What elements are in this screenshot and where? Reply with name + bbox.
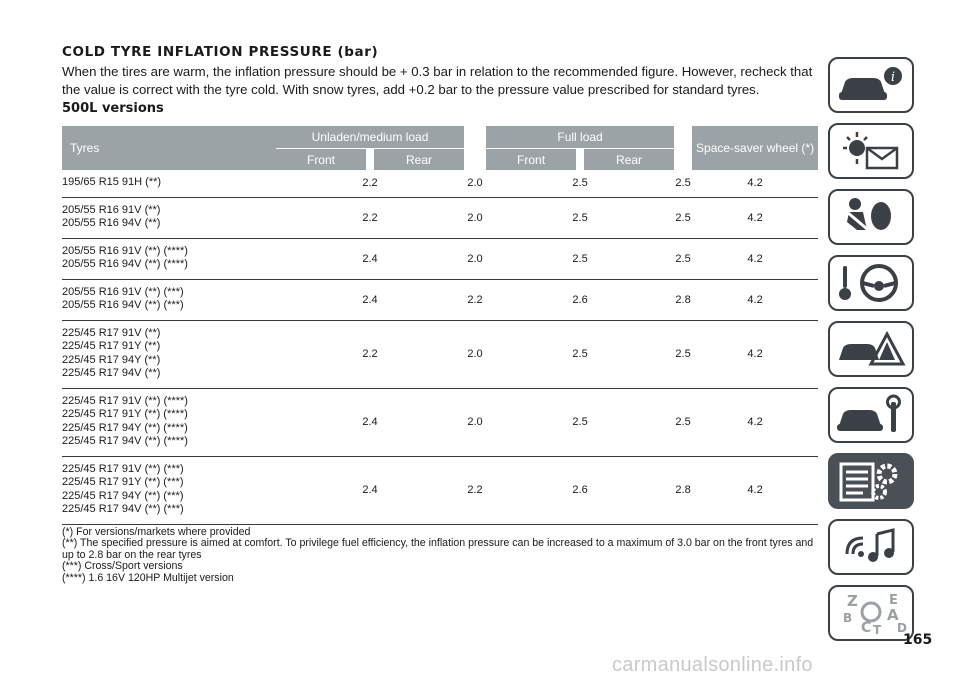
pressure-full-front: 2.6 bbox=[486, 279, 674, 320]
tab-safety[interactable] bbox=[828, 189, 914, 245]
tyre-size-cell bbox=[62, 170, 276, 197]
tyre-size: 225/45 R17 91Y (**) bbox=[62, 340, 161, 352]
pressure-spare: 4.2 bbox=[692, 170, 818, 197]
page-number: 165 bbox=[903, 632, 933, 648]
index-letter: B bbox=[843, 611, 853, 625]
header-tyres: Tyres bbox=[62, 126, 276, 170]
tab-technical-data[interactable] bbox=[828, 453, 914, 509]
header-unladen-rear: Rear bbox=[374, 149, 464, 171]
pressure-full-rear: 2.5 bbox=[674, 170, 692, 197]
header-unladen-front: Front bbox=[276, 149, 366, 171]
pressure-table-body bbox=[62, 170, 818, 524]
safety-airbag-icon bbox=[833, 194, 909, 240]
pressure-spare: 4.2 bbox=[692, 388, 818, 456]
pressure-full-rear: 2.8 bbox=[674, 279, 692, 320]
car-info-icon bbox=[833, 62, 909, 108]
pressure-unladen-front: 2.2 bbox=[276, 170, 464, 197]
tab-multimedia[interactable] bbox=[828, 519, 914, 575]
pressure-full-rear: 2.8 bbox=[674, 456, 692, 524]
tyre-size: 225/45 R17 91Y (**) (***) bbox=[62, 476, 184, 488]
tyre-size: 195/65 R15 91H (**) bbox=[62, 176, 162, 188]
page-content bbox=[62, 44, 818, 584]
intro-paragraph: When the tires are warm, the inflation pressure should be + 0.3 bar in relation to the recommended figure. However, recheck that the value is correct with the tyre cold. With snow tyres, add +0.2 bar to the pressure value prescribed for standard tyres. bbox=[62, 64, 813, 97]
pressure-unladen-front: 2.4 bbox=[276, 456, 464, 524]
tyre-size-cell bbox=[62, 279, 276, 320]
index-letter: A bbox=[887, 606, 899, 624]
footnotes bbox=[62, 527, 818, 585]
technical-data-icon bbox=[833, 458, 909, 504]
pressure-unladen-rear: 2.0 bbox=[464, 388, 486, 456]
footnote: (***) Cross/Sport versions bbox=[62, 560, 183, 573]
section-subheading: 500L versions bbox=[62, 101, 164, 116]
pressure-full-front: 2.5 bbox=[486, 388, 674, 456]
header-unladen-load: Unladen/medium load bbox=[276, 126, 464, 149]
index-letter: Z bbox=[847, 592, 858, 610]
index-letter: C bbox=[861, 620, 872, 636]
tyre-size: 225/45 R17 91Y (**) (****) bbox=[62, 408, 188, 420]
footnote: (**) The specified pressure is aimed at comfort. To privilege fuel efficiency, the inflation pressure can be increased to a maximum of 3.0 bar on the front tyres and up to 2.8 bar on the rear tyres bbox=[62, 537, 814, 561]
tyre-size: 225/45 R17 94V (**) bbox=[62, 367, 161, 379]
magnifier-icon bbox=[862, 603, 880, 621]
table-row bbox=[62, 320, 818, 388]
table-row bbox=[62, 456, 818, 524]
tab-maintenance[interactable] bbox=[828, 387, 914, 443]
pressure-unladen-rear: 2.0 bbox=[464, 238, 486, 279]
index-letter: E bbox=[889, 593, 898, 608]
pressure-unladen-rear: 2.0 bbox=[464, 320, 486, 388]
pressure-spare: 4.2 bbox=[692, 279, 818, 320]
pressure-table bbox=[62, 126, 818, 525]
table-row bbox=[62, 197, 818, 238]
table-row bbox=[62, 170, 818, 197]
chapter-sidebar bbox=[828, 57, 928, 651]
pressure-full-front: 2.5 bbox=[486, 197, 674, 238]
steering-wheel-icon bbox=[833, 260, 909, 306]
pressure-spare: 4.2 bbox=[692, 456, 818, 524]
footnote: (*) For versions/markets where provided bbox=[62, 525, 251, 538]
pressure-full-front: 2.5 bbox=[486, 238, 674, 279]
svg-text:i: i bbox=[890, 70, 896, 85]
pressure-unladen-rear: 2.0 bbox=[464, 197, 486, 238]
pressure-unladen-front: 2.4 bbox=[276, 238, 464, 279]
header-space-saver: Space-saver wheel (*) bbox=[692, 126, 818, 170]
tyre-size-cell bbox=[62, 197, 276, 238]
pressure-spare: 4.2 bbox=[692, 238, 818, 279]
tab-car-info[interactable] bbox=[828, 57, 914, 113]
pressure-spare: 4.2 bbox=[692, 197, 818, 238]
pressure-full-front: 2.5 bbox=[486, 170, 674, 197]
tyre-size: 205/55 R16 94V (**) bbox=[62, 217, 161, 229]
tyre-size: 205/55 R16 94V (**) (***) bbox=[62, 299, 184, 311]
tyre-size: 225/45 R17 91V (**) (***) bbox=[62, 462, 184, 475]
tab-index[interactable] bbox=[828, 585, 914, 641]
pressure-spare: 4.2 bbox=[692, 320, 818, 388]
watermark: carmanualsonline.info bbox=[612, 654, 813, 676]
emergency-icon bbox=[833, 326, 909, 372]
tyre-size-cell bbox=[62, 456, 276, 524]
multimedia-icon bbox=[833, 524, 909, 570]
footnote: (****) 1.6 16V 120HP Multijet version bbox=[62, 571, 234, 584]
pressure-full-front: 2.5 bbox=[486, 320, 674, 388]
tyre-size: 205/55 R16 91V (**) bbox=[62, 203, 161, 216]
tyre-size: 225/45 R17 91V (**) bbox=[62, 326, 161, 339]
header-full-front: Front bbox=[486, 149, 576, 171]
tyre-size: 225/45 R17 91V (**) (****) bbox=[62, 394, 188, 407]
header-full-load: Full load bbox=[486, 126, 674, 149]
tab-emergency[interactable] bbox=[828, 321, 914, 377]
tyre-size: 205/55 R16 91V (**) (***) bbox=[62, 285, 184, 298]
pressure-full-rear: 2.5 bbox=[674, 388, 692, 456]
header-full-rear: Rear bbox=[584, 149, 674, 171]
pressure-unladen-rear: 2.2 bbox=[464, 279, 486, 320]
pressure-unladen-front: 2.4 bbox=[276, 388, 464, 456]
tyre-size: 205/55 R16 94V (**) (****) bbox=[62, 258, 188, 270]
pressure-unladen-rear: 2.0 bbox=[464, 170, 486, 197]
pressure-full-rear: 2.5 bbox=[674, 197, 692, 238]
pressure-full-rear: 2.5 bbox=[674, 320, 692, 388]
table-row bbox=[62, 388, 818, 456]
tyre-size: 225/45 R17 94V (**) (****) bbox=[62, 435, 188, 447]
index-letter: D bbox=[897, 621, 907, 635]
tyre-size: 225/45 R17 94Y (**) bbox=[62, 353, 161, 366]
tyre-size-cell bbox=[62, 388, 276, 456]
warning-lights-icon bbox=[833, 128, 909, 174]
tyre-size: 225/45 R17 94Y (**) (***) bbox=[62, 489, 184, 502]
tyre-size-cell bbox=[62, 320, 276, 388]
pressure-full-front: 2.6 bbox=[486, 456, 674, 524]
index-icon bbox=[833, 590, 909, 636]
index-letter: T bbox=[873, 623, 882, 636]
maintenance-icon bbox=[833, 392, 909, 438]
tyre-size: 225/45 R17 94V (**) (***) bbox=[62, 503, 184, 515]
pressure-unladen-front: 2.4 bbox=[276, 279, 464, 320]
table-row bbox=[62, 238, 818, 279]
tyre-size-cell bbox=[62, 238, 276, 279]
pressure-unladen-front: 2.2 bbox=[276, 197, 464, 238]
pressure-unladen-front: 2.2 bbox=[276, 320, 464, 388]
table-row bbox=[62, 279, 818, 320]
pressure-full-rear: 2.5 bbox=[674, 238, 692, 279]
page-title: COLD TYRE INFLATION PRESSURE (bar) bbox=[62, 44, 379, 60]
tyre-size: 205/55 R16 91V (**) (****) bbox=[62, 244, 188, 257]
tab-starting-driving[interactable] bbox=[828, 255, 914, 311]
tab-warning-lights[interactable] bbox=[828, 123, 914, 179]
tyre-size: 225/45 R17 94Y (**) (****) bbox=[62, 421, 188, 434]
pressure-unladen-rear: 2.2 bbox=[464, 456, 486, 524]
